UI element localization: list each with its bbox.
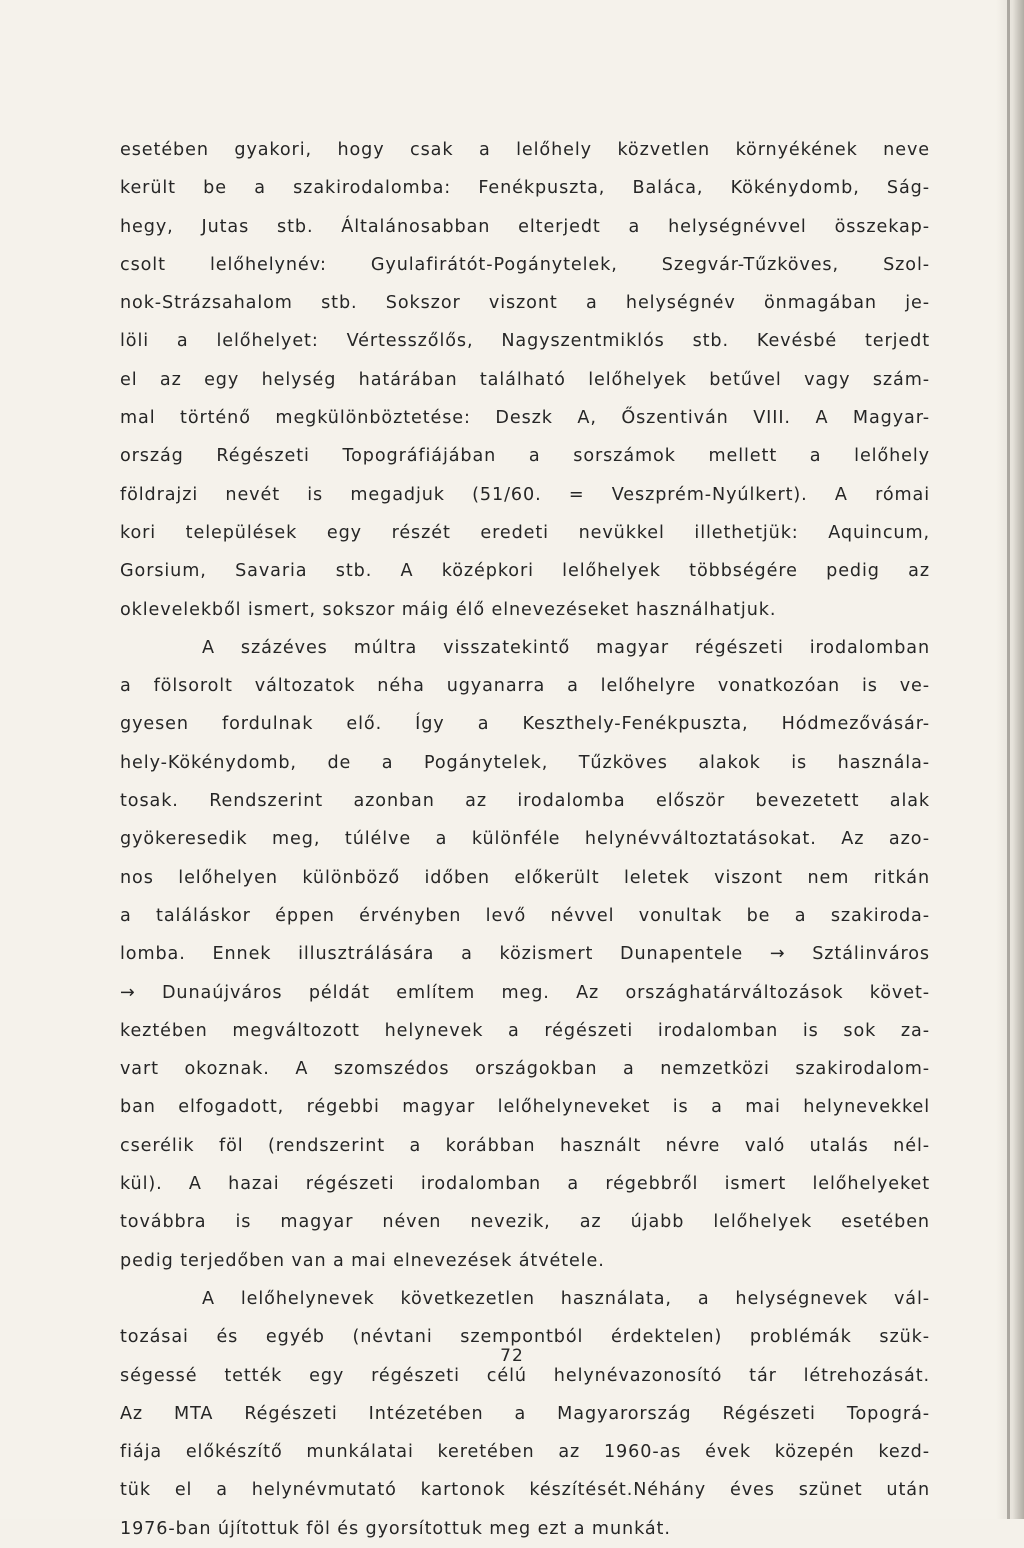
text-line: gyesen fordulnak elő. Így a Keszthely-Fenékpuszta, Hódmezővásár-: [120, 714, 930, 735]
text-line: ségessé tették egy régészeti célú helynévazonosító tár létrehozását.: [120, 1365, 930, 1386]
text-line: továbbra is magyar néven nevezik, az újabb lelőhelyek esetében: [120, 1212, 930, 1233]
text-line: kori települések egy részét eredeti nevükkel illethetjük: Aquincum,: [120, 522, 930, 543]
text-line: hely-Kökénydomb, de a Pogánytelek, Tűzköves alakok is használa-: [120, 752, 930, 773]
text-line: gyökeresedik meg, túlélve a különféle helynévváltoztatásokat. Az azo-: [120, 829, 930, 850]
text-line: kül). A hazai régészeti irodalomban a régebbről ismert lelőhelyeket: [120, 1174, 930, 1195]
text-line: lomba. Ennek illusztrálására a közismert Dunapentele → Sztálinváros: [120, 944, 930, 965]
text-line: oklevelekből ismert, sokszor máig élő elnevezéseket használhatjuk.: [120, 599, 777, 620]
text-line: vart okoznak. A szomszédos országokban a nemzetközi szakirodalom-: [120, 1059, 930, 1080]
page-edge-shadow: [996, 0, 1024, 1519]
text-line: tozásai és egyéb (névtani szempontból érdektelen) problémák szük-: [120, 1327, 930, 1348]
text-line: a fölsorolt változatok néha ugyanarra a lelőhelyre vonatkozóan is ve-: [120, 676, 930, 697]
text-line: esetében gyakori, hogy csak a lelőhely közvetlen környékének neve: [120, 140, 930, 160]
text-line: a találáskor éppen érvényben levő névvel vonultak be a szakiroda-: [120, 905, 930, 926]
text-line: Az MTA Régészeti Intézetében a Magyarország Régészeti Topográ-: [120, 1403, 930, 1424]
text-line: tük el a helynévmutató kartonok készítését.Néhány éves szünet után: [120, 1480, 930, 1501]
page-number: 72: [500, 1346, 524, 1366]
text-line-paragraph-start: A százéves múltra visszatekintő magyar régészeti irodalomban: [202, 637, 930, 658]
text-line: pedig terjedőben van a mai elnevezések átvétele.: [120, 1250, 605, 1271]
text-line: ban elfogadott, régebbi magyar lelőhelyneveket is a mai helynevekkel: [120, 1097, 930, 1118]
text-line: keztében megváltozott helynevek a régészeti irodalomban is sok za-: [120, 1020, 930, 1041]
text-line: el az egy helység határában található lelőhelyek betűvel vagy szám-: [120, 369, 930, 390]
text-line: tosak. Rendszerint azonban az irodalomba először bevezetett alak: [120, 791, 930, 812]
text-line: csolt lelőhelynév: Gyulafirátót-Pogánytelek, Szegvár-Tűzköves, Szol-: [120, 254, 930, 275]
body-text: [120, 131, 930, 1548]
page-edge-line: [1007, 0, 1010, 1519]
text-line: ország Régészeti Topográfiájában a sorszámok mellett a lelőhely: [120, 446, 930, 467]
text-line-paragraph-start: A lelőhelynevek következetlen használata, a helységnevek vál-: [202, 1288, 930, 1309]
text-line: löli a lelőhelyet: Vértesszőlős, Nagyszentmiklós stb. Kevésbé terjedt: [120, 331, 930, 352]
text-line: nok-Strázsahalom stb. Sokszor viszont a helységnév önmagában je-: [120, 293, 930, 314]
text-line: került be a szakirodalomba: Fenékpuszta, Baláca, Kökénydomb, Ság-: [120, 178, 930, 199]
text-line: 1976-ban újítottuk föl és gyorsítottuk meg ezt a munkát.: [120, 1518, 671, 1539]
text-line: Gorsium, Savaria stb. A középkori lelőhelyek többségére pedig az: [120, 561, 930, 582]
text-line: földrajzi nevét is megadjuk (51/60. = Veszprém-Nyúlkert). A római: [120, 484, 930, 505]
text-line: → Dunaújváros példát említem meg. Az országhatárváltozások követ-: [120, 982, 930, 1003]
text-line: cserélik föl (rendszerint a korábban használt névre való utalás nél-: [120, 1135, 930, 1156]
text-line: fiája előkészítő munkálatai keretében az 1960-as évek közepén kezd-: [120, 1442, 930, 1463]
text-line: mal történő megkülönböztetése: Deszk A, Őszentiván VIII. A Magyar-: [120, 408, 930, 429]
text-line: hegy, Jutas stb. Általánosabban elterjedt a helységnévvel összekap-: [120, 216, 930, 237]
text-line: nos lelőhelyen különböző időben előkerült leletek viszont nem ritkán: [120, 867, 930, 888]
